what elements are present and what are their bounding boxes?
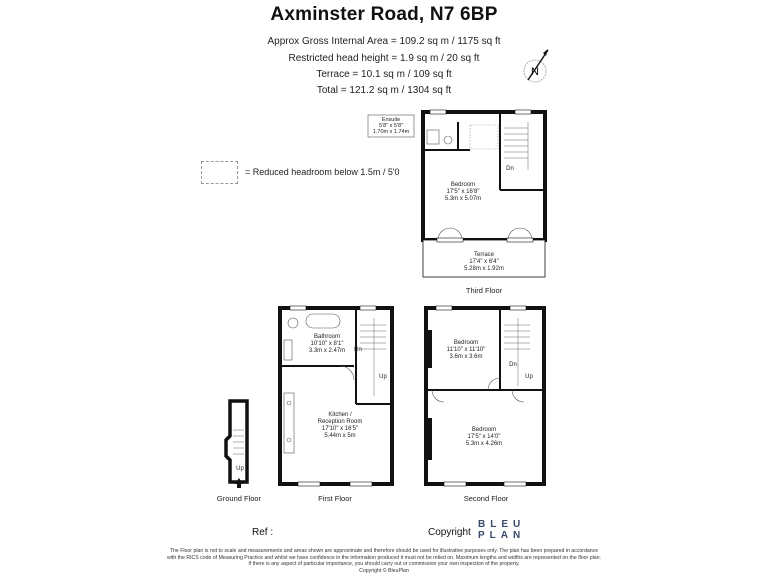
first-floor-plan: [280, 306, 392, 486]
third-bedroom-dim-metric: 5.3m x 5.07m: [444, 196, 482, 202]
compass-icon: [524, 49, 548, 82]
area-terrace: Terrace = 10.1 sq m / 109 sq ft: [316, 69, 452, 80]
page-title: Axminster Road, N7 6BP: [270, 4, 498, 25]
copyright-label: Copyright: [428, 527, 471, 538]
third-bedroom-name: Bedroom: [450, 182, 476, 188]
kitchen-dim-imperial: 17'10" x 16'5": [321, 426, 359, 432]
third-stair-label: Dn: [506, 166, 514, 172]
ref-label: Ref :: [252, 527, 274, 538]
terrace-dim-metric: 5.28m x 1.92m: [464, 266, 504, 272]
ground-stair-label: Up: [236, 466, 244, 472]
area-gross: Approx Gross Internal Area = 109.2 sq m / 1175 sq ft: [267, 36, 501, 47]
brand-logo: [478, 519, 525, 541]
brand-line-2: PLAN: [478, 530, 526, 541]
disclaimer: [160, 548, 608, 574]
second-stair-up: Up: [525, 374, 533, 380]
disclaimer-line-4: Copyright © BleuPlan: [359, 567, 409, 574]
area-total: Total = 121.2 sq m / 1304 sq ft: [316, 85, 452, 96]
first-floor-label: First Floor: [318, 494, 352, 503]
first-stair-up: Up: [379, 374, 387, 380]
bathroom-dim-metric: 3.3m x 2.47m: [308, 348, 346, 354]
kitchen-name-1: Kitchen /: [328, 412, 352, 418]
ground-floor-label: Ground Floor: [216, 494, 262, 503]
ensuite-dim-imperial: 5'8" x 5'8": [378, 123, 404, 129]
disclaimer-line-1: The Floor plan is not to scale and measurements and areas shown are approximate and therefore should be used for illustrative purposes only. The plan has been prepared in accordance: [169, 548, 599, 554]
ground-floor-plan: [226, 401, 247, 488]
compass-label: N: [531, 66, 539, 78]
brand-line-1: BLEU: [478, 519, 526, 530]
bathroom-name: Bathroom: [313, 334, 341, 340]
second-bedroom-small-dim-imperial: 11'10" x 11'10": [446, 347, 486, 353]
kitchen-dim-metric: 5.44m x 5m: [324, 433, 356, 439]
second-floor-plan: [426, 306, 544, 486]
area-restricted: Restricted head height = 1.9 sq m / 20 sq ft: [288, 53, 480, 64]
second-bedroom-small-name: Bedroom: [453, 340, 479, 346]
kitchen-name-2: Reception Room: [317, 419, 363, 425]
second-bedroom-large-dim-imperial: 17'5" x 14'0": [467, 434, 501, 440]
second-bedroom-large-dim-metric: 5.3m x 4.26m: [465, 441, 503, 447]
disclaimer-line-2: with the RICS code of Measuring Practice and whilst we have confidence in the information produced it must not be relied on. Maximum lengths and widths are represented on the floor plan.: [167, 554, 601, 561]
ensuite-callout: [368, 115, 414, 137]
first-stair-down: Dn: [354, 347, 362, 353]
third-floor-plan: [423, 110, 545, 277]
third-bedroom-dim-imperial: 17'5" x 16'8": [446, 189, 480, 195]
second-bedroom-small-dim-metric: 3.6m x 3.6m: [449, 354, 483, 360]
terrace-name: Terrace: [473, 252, 495, 258]
ensuite-name: Ensuite: [381, 117, 401, 123]
ensuite-dim-metric: 1.70m x 1.74m: [372, 129, 410, 135]
bathroom-dim-imperial: 10'10" x 8'1": [310, 341, 344, 347]
second-stair-down: Dn: [509, 362, 517, 368]
second-bedroom-large-name: Bedroom: [471, 427, 497, 433]
legend-text: = Reduced headroom below 1.5m / 5'0: [245, 167, 400, 177]
terrace-dim-imperial: 17'4" x 6'4": [469, 259, 499, 265]
third-floor-label: Third Floor: [465, 286, 503, 295]
second-floor-label: Second Floor: [463, 494, 509, 503]
disclaimer-line-3: If there is any aspect of particular importance, you should carry out or commission your own inspection of the property.: [248, 561, 520, 568]
